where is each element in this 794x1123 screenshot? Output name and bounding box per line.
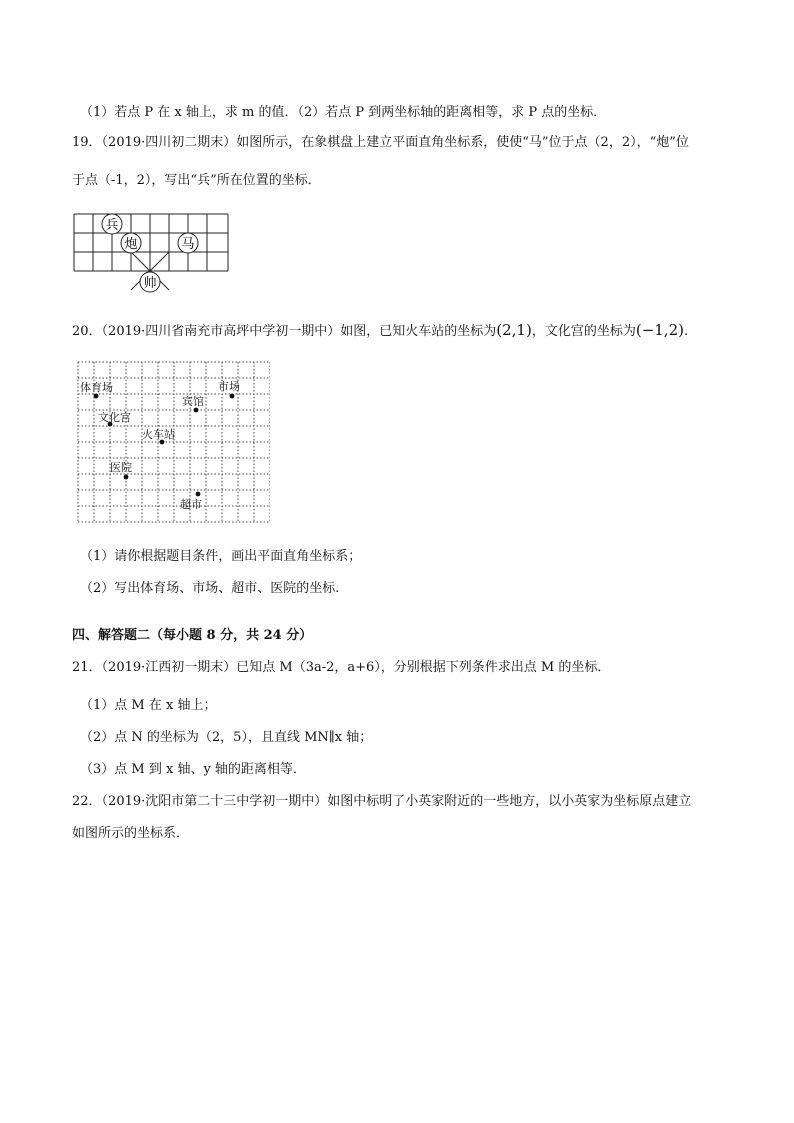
map-label-culture-palace: 文化宫 <box>98 411 131 424</box>
q18-part1: （1）若点 P 在 x 轴上，求 m 的值． <box>80 105 298 120</box>
map-grid-figure <box>74 358 270 530</box>
q18-part2: （2）若点 P 到两坐标轴的距离相等，求 P 点的坐标． <box>297 105 607 120</box>
q20-suffix: . <box>683 324 689 339</box>
map-point-stadium <box>94 394 99 399</box>
map-points <box>94 394 235 497</box>
map-labels <box>80 379 240 511</box>
map-label-supermarket: 超市 <box>180 498 202 511</box>
q19-text-line2: 于点（-1，2），写出“兵”所在位置的坐标． <box>72 173 321 188</box>
map-label-hotel: 宾馆 <box>182 395 204 408</box>
chess-board-figure <box>70 210 232 294</box>
q22-text-line1: 22．（2019·沈阳市第二十三中学初一期中）如图中标明了小英家附近的一些地方，以小英家为坐标原点建立 <box>72 794 692 809</box>
q21-part1: （1）点 M 在 x 轴上； <box>80 698 217 713</box>
q19-text-line1: 19．（2019·四川初二期末）如图所示，在象棋盘上建立平面直角坐标系，使使“马”位于点（2，2），“炮”位 <box>72 135 689 150</box>
piece-ma <box>178 233 198 253</box>
q20-middle: ，文化宫的坐标为 <box>531 324 636 339</box>
map-point-hotel <box>194 408 199 413</box>
map-point-hospital <box>124 475 129 480</box>
q21-part3: （3）点 M 到 x 轴、y 轴的距离相等． <box>80 762 306 777</box>
piece-bing-label: 兵 <box>105 218 119 233</box>
map-point-supermarket <box>196 492 201 497</box>
q21-text-line: 21．（2019·江西初一期末）已知点 M（3a-2，a+6），分别根据下列条件求出点 M 的坐标． <box>72 660 611 675</box>
piece-shuai <box>140 272 160 292</box>
section-title: 四、解答题二（每小题 8 分，共 24 分） <box>72 628 313 643</box>
q20-prefix: 20．（2019·四川省南充市高坪中学初一期中）如图，已知火车站的坐标为 <box>72 324 497 339</box>
map-label-hospital: 医院 <box>110 461 132 474</box>
q18-parts <box>80 104 606 122</box>
piece-ma-label: 马 <box>181 237 195 252</box>
piece-shuai-label: 帅 <box>143 276 157 291</box>
map-label-stadium: 体育场 <box>80 381 113 394</box>
q21-part2: （2）点 N 的坐标为（2，5），且直线 MN∥x 轴； <box>80 730 373 745</box>
piece-pao-label: 炮 <box>124 237 138 252</box>
map-point-market <box>230 394 235 399</box>
q20-coord1: (2,1) <box>496 321 532 339</box>
q22-text-line2: 如图所示的坐标系． <box>72 826 190 841</box>
q20-coord2: (−1,2) <box>635 321 684 339</box>
q20-part1: （1）请你根据题目条件，画出平面直角坐标系； <box>80 549 362 564</box>
q20-part2: （2）写出体育场、市场、超市、医院的坐标. <box>80 581 340 596</box>
map-label-train-station: 火车站 <box>142 428 175 441</box>
q20-text-line <box>72 321 688 341</box>
piece-bing <box>102 214 122 234</box>
piece-pao <box>121 233 141 253</box>
map-label-market: 市场 <box>218 380 240 393</box>
